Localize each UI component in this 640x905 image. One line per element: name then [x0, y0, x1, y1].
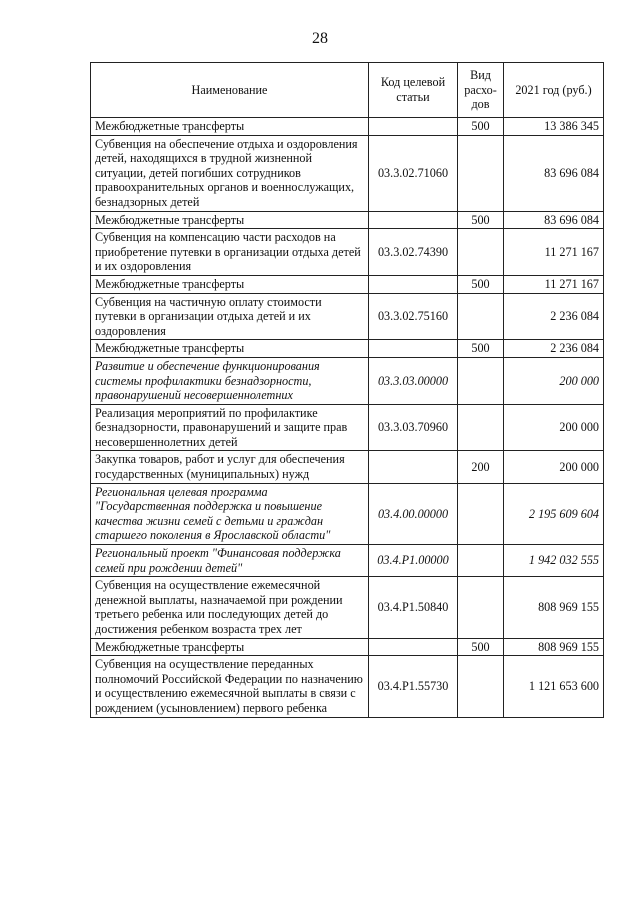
table-row: [91, 229, 604, 276]
table-row: [91, 135, 604, 211]
row-name-cell: Межбюджетные трансферты: [91, 638, 369, 656]
budget-table: [90, 62, 604, 718]
row-name-cell: Субвенция на осуществление ежемесячной денежной выплаты, назначаемой при рождении третьего ребенка или последующих детей до достижения ребенком возраста трех лет: [91, 577, 369, 638]
row-code-cell: [369, 638, 458, 656]
row-code-cell: [369, 340, 458, 358]
row-code-cell: 03.4.00.00000: [369, 483, 458, 544]
header-amount-2021: 2021 год (руб.): [504, 63, 604, 118]
table-row: [91, 118, 604, 136]
row-code-cell: 03.3.03.00000: [369, 357, 458, 404]
row-amount-cell: 13 386 345: [504, 118, 604, 136]
row-expense-type-cell: 500: [458, 340, 504, 358]
row-amount-cell: 83 696 084: [504, 211, 604, 229]
row-amount-cell: 200 000: [504, 451, 604, 483]
row-expense-type-cell: [458, 357, 504, 404]
row-amount-cell: 11 271 167: [504, 275, 604, 293]
row-name-cell: Межбюджетные трансферты: [91, 118, 369, 136]
table-header-row: [91, 63, 604, 118]
row-code-cell: 03.3.03.70960: [369, 404, 458, 451]
row-amount-cell: 2 236 084: [504, 340, 604, 358]
row-amount-cell: 1 942 032 555: [504, 545, 604, 577]
page-number: 28: [312, 30, 328, 47]
table-row: [91, 357, 604, 404]
row-amount-cell: 2 195 609 604: [504, 483, 604, 544]
row-amount-cell: 11 271 167: [504, 229, 604, 276]
table-row: [91, 451, 604, 483]
row-amount-cell: 1 121 653 600: [504, 656, 604, 717]
row-code-cell: 03.3.02.71060: [369, 135, 458, 211]
row-amount-cell: 200 000: [504, 357, 604, 404]
row-expense-type-cell: 200: [458, 451, 504, 483]
row-code-cell: 03.3.02.74390: [369, 229, 458, 276]
row-code-cell: [369, 211, 458, 229]
row-expense-type-cell: [458, 135, 504, 211]
row-name-cell: Региональный проект "Финансовая поддержка семей при рождении детей": [91, 545, 369, 577]
row-amount-cell: 2 236 084: [504, 293, 604, 340]
table-row: [91, 293, 604, 340]
row-code-cell: 03.4.P1.50840: [369, 577, 458, 638]
row-expense-type-cell: 500: [458, 275, 504, 293]
row-name-cell: Закупка товаров, работ и услуг для обеспечения государственных (муниципальных) нужд: [91, 451, 369, 483]
row-expense-type-cell: [458, 229, 504, 276]
row-name-cell: Субвенция на обеспечение отдыха и оздоровления детей, находящихся в трудной жизненной ситуации, детей погибших сотрудников правоохранительных органов и военнослужащих, безнадзорных детей: [91, 135, 369, 211]
row-expense-type-cell: [458, 577, 504, 638]
header-name: Наименование: [91, 63, 369, 118]
row-name-cell: Межбюджетные трансферты: [91, 275, 369, 293]
table-row: [91, 483, 604, 544]
header-expense-type: Вид расхо-дов: [458, 63, 504, 118]
header-code: Код целевой статьи: [369, 63, 458, 118]
row-name-cell: Межбюджетные трансферты: [91, 340, 369, 358]
row-amount-cell: 808 969 155: [504, 577, 604, 638]
row-expense-type-cell: 500: [458, 211, 504, 229]
row-expense-type-cell: [458, 483, 504, 544]
row-expense-type-cell: [458, 545, 504, 577]
row-name-cell: Субвенция на осуществление переданных полномочий Российской Федерации по назначению и осуществлению ежемесячной выплаты в связи с рождением (усыновлением) первого ребенка: [91, 656, 369, 717]
row-name-cell: Развитие и обеспечение функционирования системы профилактики безнадзорности, правонарушений несовершеннолетних: [91, 357, 369, 404]
row-name-cell: Региональная целевая программа "Государственная поддержка и повышение качества жизни семей с детьми и граждан старшего поколения в Ярославской области": [91, 483, 369, 544]
row-amount-cell: 200 000: [504, 404, 604, 451]
table-row: [91, 545, 604, 577]
table-body: [91, 118, 604, 718]
row-expense-type-cell: [458, 404, 504, 451]
row-expense-type-cell: [458, 656, 504, 717]
table-row: [91, 638, 604, 656]
row-code-cell: 03.3.02.75160: [369, 293, 458, 340]
row-name-cell: Субвенция на компенсацию части расходов на приобретение путевки в организации отдыха детей и их оздоровления: [91, 229, 369, 276]
table-row: [91, 340, 604, 358]
row-code-cell: [369, 451, 458, 483]
row-amount-cell: 83 696 084: [504, 135, 604, 211]
row-expense-type-cell: [458, 293, 504, 340]
row-name-cell: Реализация мероприятий по профилактике безнадзорности, правонарушений и защите прав несовершеннолетних детей: [91, 404, 369, 451]
table-row: [91, 211, 604, 229]
row-expense-type-cell: 500: [458, 118, 504, 136]
row-name-cell: Межбюджетные трансферты: [91, 211, 369, 229]
row-code-cell: 03.4.P1.00000: [369, 545, 458, 577]
table-row: [91, 577, 604, 638]
table-row: [91, 404, 604, 451]
table-row: [91, 275, 604, 293]
row-amount-cell: 808 969 155: [504, 638, 604, 656]
row-code-cell: [369, 118, 458, 136]
row-code-cell: 03.4.P1.55730: [369, 656, 458, 717]
table-row: [91, 656, 604, 717]
row-name-cell: Субвенция на частичную оплату стоимости путевки в организации отдыха детей и их оздоровления: [91, 293, 369, 340]
row-expense-type-cell: 500: [458, 638, 504, 656]
row-code-cell: [369, 275, 458, 293]
